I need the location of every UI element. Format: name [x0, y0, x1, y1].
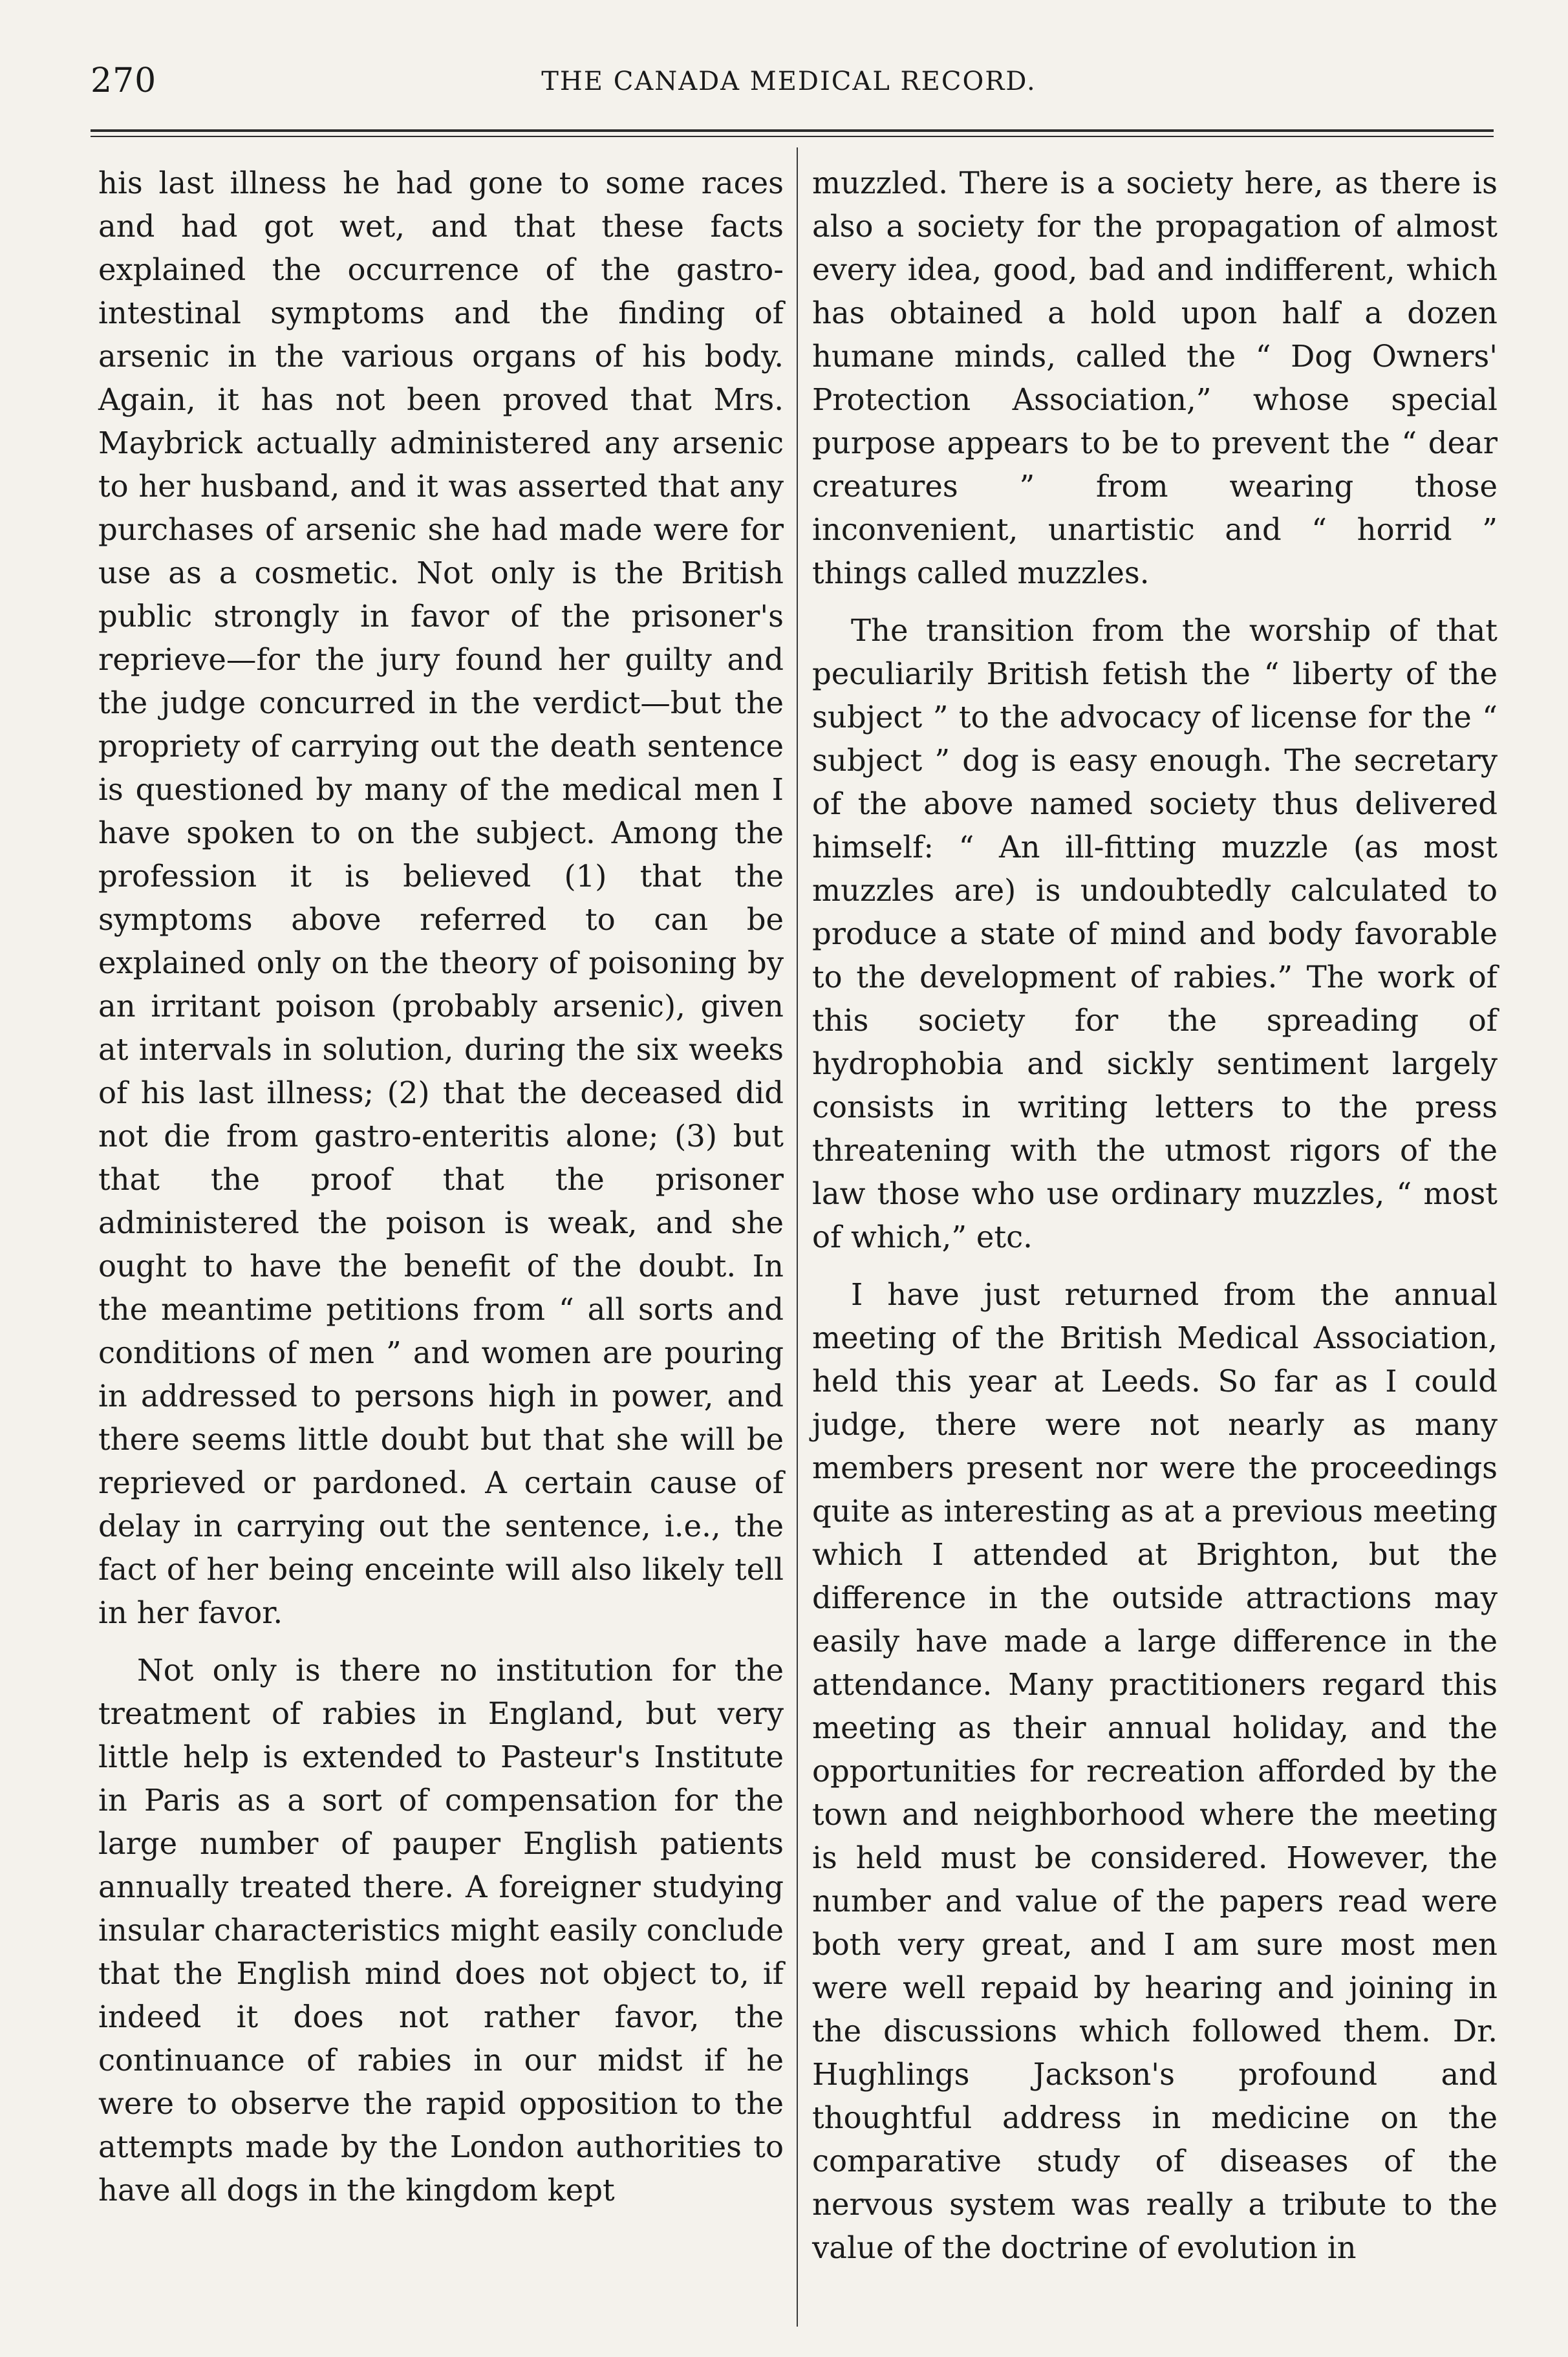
column-divider	[797, 147, 798, 2327]
paragraph: The transition from the worship of that peculiarily British fetish the “ liberty of the subject ” to the advocacy of license for the “ subject ” dog is easy enough. The secretary of the above named society thus delivered himself: “ An ill-fitting muzzle (as most muzzles are) is undoubtedly calculated to produce a state of mind and body favorable to the development of rabies.” The work of this society for the spreading of hydrophobia and sickly sentiment largely consists in writing letters to the press threatening with the utmost rigors of the law those who use ordinary muzzles, “ most of which,” etc.	[812, 613, 1498, 1254]
paragraph: Not only is there no institution for the treatment of rabies in England, but very little help is extended to Pasteur's Institute in Paris as a sort of compensation for the large number of pauper English patients annually treated there. A foreigner studying insular characteristics might easily conclude that the English mind does not object to, if indeed it does not rather favor, the continuance of rabies in our midst if he were to observe the rapid opposition to the attempts made by the London authorities to have all dogs in the kingdom kept	[98, 1653, 784, 2208]
paragraph: I have just returned from the annual meeting of the British Medical Association, held this year at Leeds. So far as I could judge, there were not nearly as many members present nor were the proceedings quite as interesting as at a previous meeting which I attended at Brighton, but the difference in the outside attractions may easily have made a large difference in the attendance. Many practitioners regard this meeting as their annual holiday, and the opportunities for recreation afforded by the town and neighborhood where the meeting is held must be considered. However, the number and value of the papers read were both very great, and I am sure most men were well repaid by hearing and joining in the discussions which followed them. Dr. Hughlings Jackson's profound and thoughtful address in medicine on the comparative study of diseases of the nervous system was really a tribute to the value of the doctrine of evolution in	[812, 1277, 1498, 2265]
right-column	[812, 162, 1498, 2270]
journal-title: THE CANADA MEDICAL RECORD.	[541, 67, 1036, 96]
paragraph: muzzled. There is a society here, as there is also a society for the propagation of almost every idea, good, bad and indifferent, which has obtained a hold upon half a dozen humane minds, called the “ Dog Owners' Protection Association,” whose special purpose appears to be to prevent the “ dear creatures ” from wearing those inconvenient, unartistic and “ horrid ” things called muzzles.	[812, 166, 1498, 590]
left-column	[98, 162, 784, 2212]
page-number: 270	[91, 61, 157, 100]
page-header	[91, 61, 1487, 120]
paragraph: his last illness he had gone to some races and had got wet, and that these facts explained the occurrence of the gastro-intestinal symptoms and the finding of arsenic in the various organs of his body. Again, it has not been proved that Mrs. Maybrick actually administered any arsenic to her husband, and it was asserted that any purchases of arsenic she had made were for use as a cosmetic. Not only is the British public strongly in favor of the prisoner's reprieve—for the jury found her guilty and the judge concurred in the verdict—but the propriety of carrying out the death sentence is questioned by many of the medical men I have spoken to on the subject. Among the profession it is believed (1) that the symptoms above referred to can be explained only on the theory of poisoning by an irritant poison (probably arsenic), given at intervals in solution, during the six weeks of his last illness; (2) that the deceased did not die from gastro-enteritis alone; (3) but that the proof that the prisoner administered the poison is weak, and she ought to have the benefit of the doubt. In the meantime petitions from “ all sorts and conditions of men ” and women are pouring in addressed to persons high in power, and there seems little doubt but that she will be reprieved or pardoned. A certain cause of delay in carrying out the sentence, i.e., the fact of her being enceinte will also likely tell in her favor.	[98, 166, 784, 1630]
header-rule-thin	[91, 136, 1494, 137]
header-rule-thick	[91, 129, 1494, 132]
